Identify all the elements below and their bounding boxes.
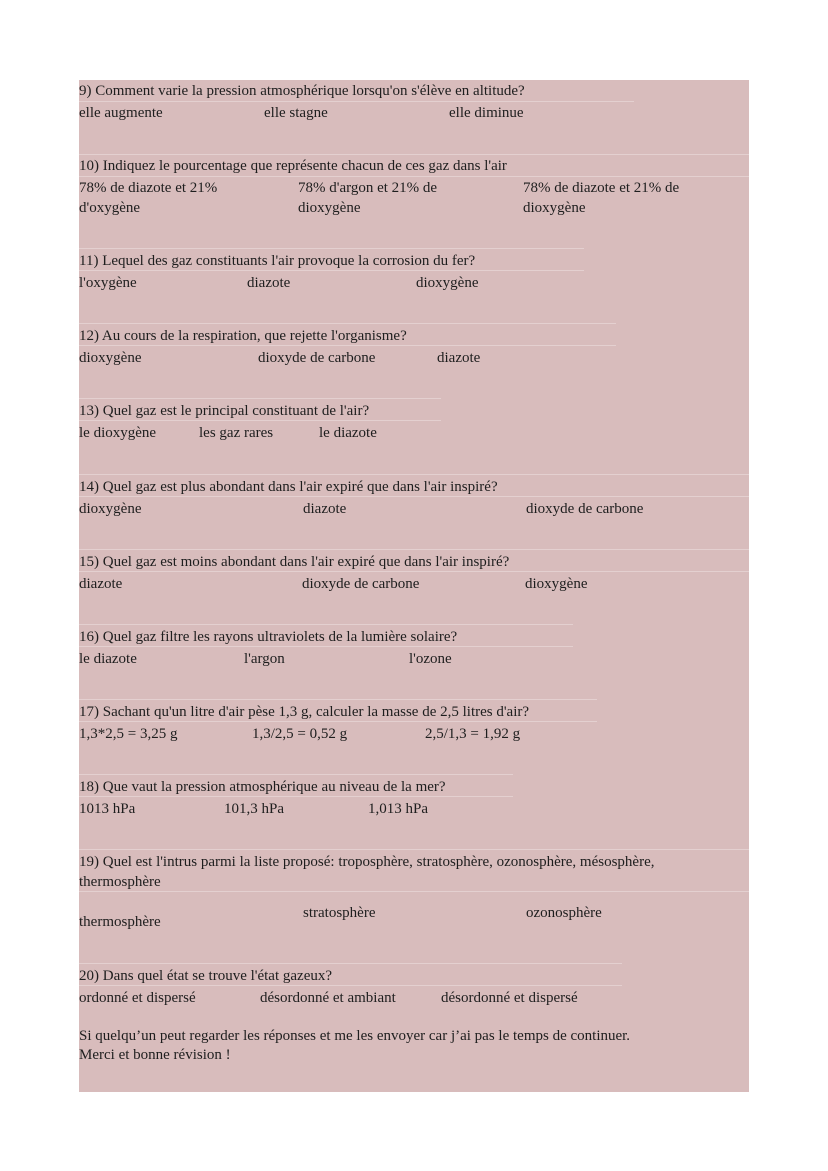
q10-option-a-line2: d'oxygène <box>79 200 141 216</box>
divider <box>79 474 749 475</box>
question-19-line1: 19) Quel est l'intrus parmi la liste proposé: troposphère, stratosphère, ozonosphère, mésosphère, <box>79 854 655 870</box>
question-10: 10) Indiquez le pourcentage que représente chacun de ces gaz dans l'air <box>79 158 507 174</box>
q11-option-c: dioxygène <box>416 275 479 291</box>
q15-option-a: diazote <box>79 576 123 592</box>
q16-option-a: le diazote <box>79 651 137 667</box>
question-11: 11) Lequel des gaz constituants l'air provoque la corrosion du fer? <box>79 253 476 269</box>
q16-option-b: l'argon <box>244 651 285 667</box>
q17-option-b: 1,3/2,5 = 0,52 g <box>252 726 348 742</box>
q20-option-a: ordonné et dispersé <box>79 990 196 1006</box>
divider <box>79 323 616 324</box>
q13-option-b: les gaz rares <box>199 425 274 441</box>
q12-option-a: dioxygène <box>79 350 142 366</box>
q12-option-c: diazote <box>437 350 481 366</box>
q15-option-c: dioxygène <box>525 576 588 592</box>
q20-option-b: désordonné et ambiant <box>260 990 396 1006</box>
q17-option-a: 1,3*2,5 = 3,25 g <box>79 726 178 742</box>
q11-option-a: l'oxygène <box>79 275 137 291</box>
divider <box>79 699 597 700</box>
question-17: 17) Sachant qu'un litre d'air pèse 1,3 g, calculer la masse de 2,5 litres d'air? <box>79 704 530 720</box>
q18-option-a: 1013 hPa <box>79 801 136 817</box>
q10-option-b-line2: dioxygène <box>298 200 361 216</box>
question-13: 13) Quel gaz est le principal constituant de l'air? <box>79 403 370 419</box>
q11-option-b: diazote <box>247 275 291 291</box>
divider <box>79 154 749 155</box>
divider <box>79 176 749 177</box>
q15-option-b: dioxyde de carbone <box>302 576 420 592</box>
question-14: 14) Quel gaz est plus abondant dans l'air expiré que dans l'air inspiré? <box>79 479 498 495</box>
q14-option-a: dioxygène <box>79 501 142 517</box>
divider <box>79 963 622 964</box>
q10-option-c-line2: dioxygène <box>523 200 586 216</box>
divider <box>79 398 441 399</box>
q14-option-c: dioxyde de carbone <box>526 501 644 517</box>
q16-option-c: l'ozone <box>409 651 452 667</box>
divider <box>79 549 749 550</box>
divider <box>79 891 749 892</box>
q18-option-c: 1,013 hPa <box>368 801 428 817</box>
q20-option-c: désordonné et dispersé <box>441 990 578 1006</box>
footer-note-line1: Si quelqu’un peut regarder les réponses et me les envoyer car j’ai pas le temps de continuer. <box>79 1028 631 1044</box>
divider <box>79 849 749 850</box>
q18-option-b: 101,3 hPa <box>224 801 284 817</box>
q9-option-c: elle diminue <box>449 105 524 121</box>
q14-option-b: diazote <box>303 501 347 517</box>
q12-option-b: dioxyde de carbone <box>258 350 376 366</box>
q10-option-b-line1: 78% d'argon et 21% de <box>298 180 438 196</box>
divider <box>79 774 513 775</box>
q19-option-a: thermosphère <box>79 914 161 930</box>
question-9: 9) Comment varie la pression atmosphérique lorsqu'on s'élève en altitude? <box>79 83 525 99</box>
divider <box>79 624 573 625</box>
q17-option-c: 2,5/1,3 = 1,92 g <box>425 726 521 742</box>
question-12: 12) Au cours de la respiration, que rejette l'organisme? <box>79 328 407 344</box>
footer-note-line2: Merci et bonne révision ! <box>79 1047 231 1063</box>
q10-option-c-line1: 78% de diazote et 21% de <box>523 180 680 196</box>
question-19-line2: thermosphère <box>79 874 161 890</box>
question-18: 18) Que vaut la pression atmosphérique au niveau de la mer? <box>79 779 446 795</box>
q13-option-a: le dioxygène <box>79 425 157 441</box>
divider <box>79 101 634 102</box>
q13-option-c: le diazote <box>319 425 377 441</box>
question-16: 16) Quel gaz filtre les rayons ultraviolets de la lumière solaire? <box>79 629 458 645</box>
q9-option-b: elle stagne <box>264 105 328 121</box>
question-15: 15) Quel gaz est moins abondant dans l'air expiré que dans l'air inspiré? <box>79 554 510 570</box>
q19-option-c: ozonosphère <box>526 905 602 921</box>
question-20: 20) Dans quel état se trouve l'état gazeux? <box>79 968 333 984</box>
q19-option-b: stratosphère <box>303 905 376 921</box>
divider <box>79 248 584 249</box>
q10-option-a-line1: 78% de diazote et 21% <box>79 180 218 196</box>
q9-option-a: elle augmente <box>79 105 163 121</box>
